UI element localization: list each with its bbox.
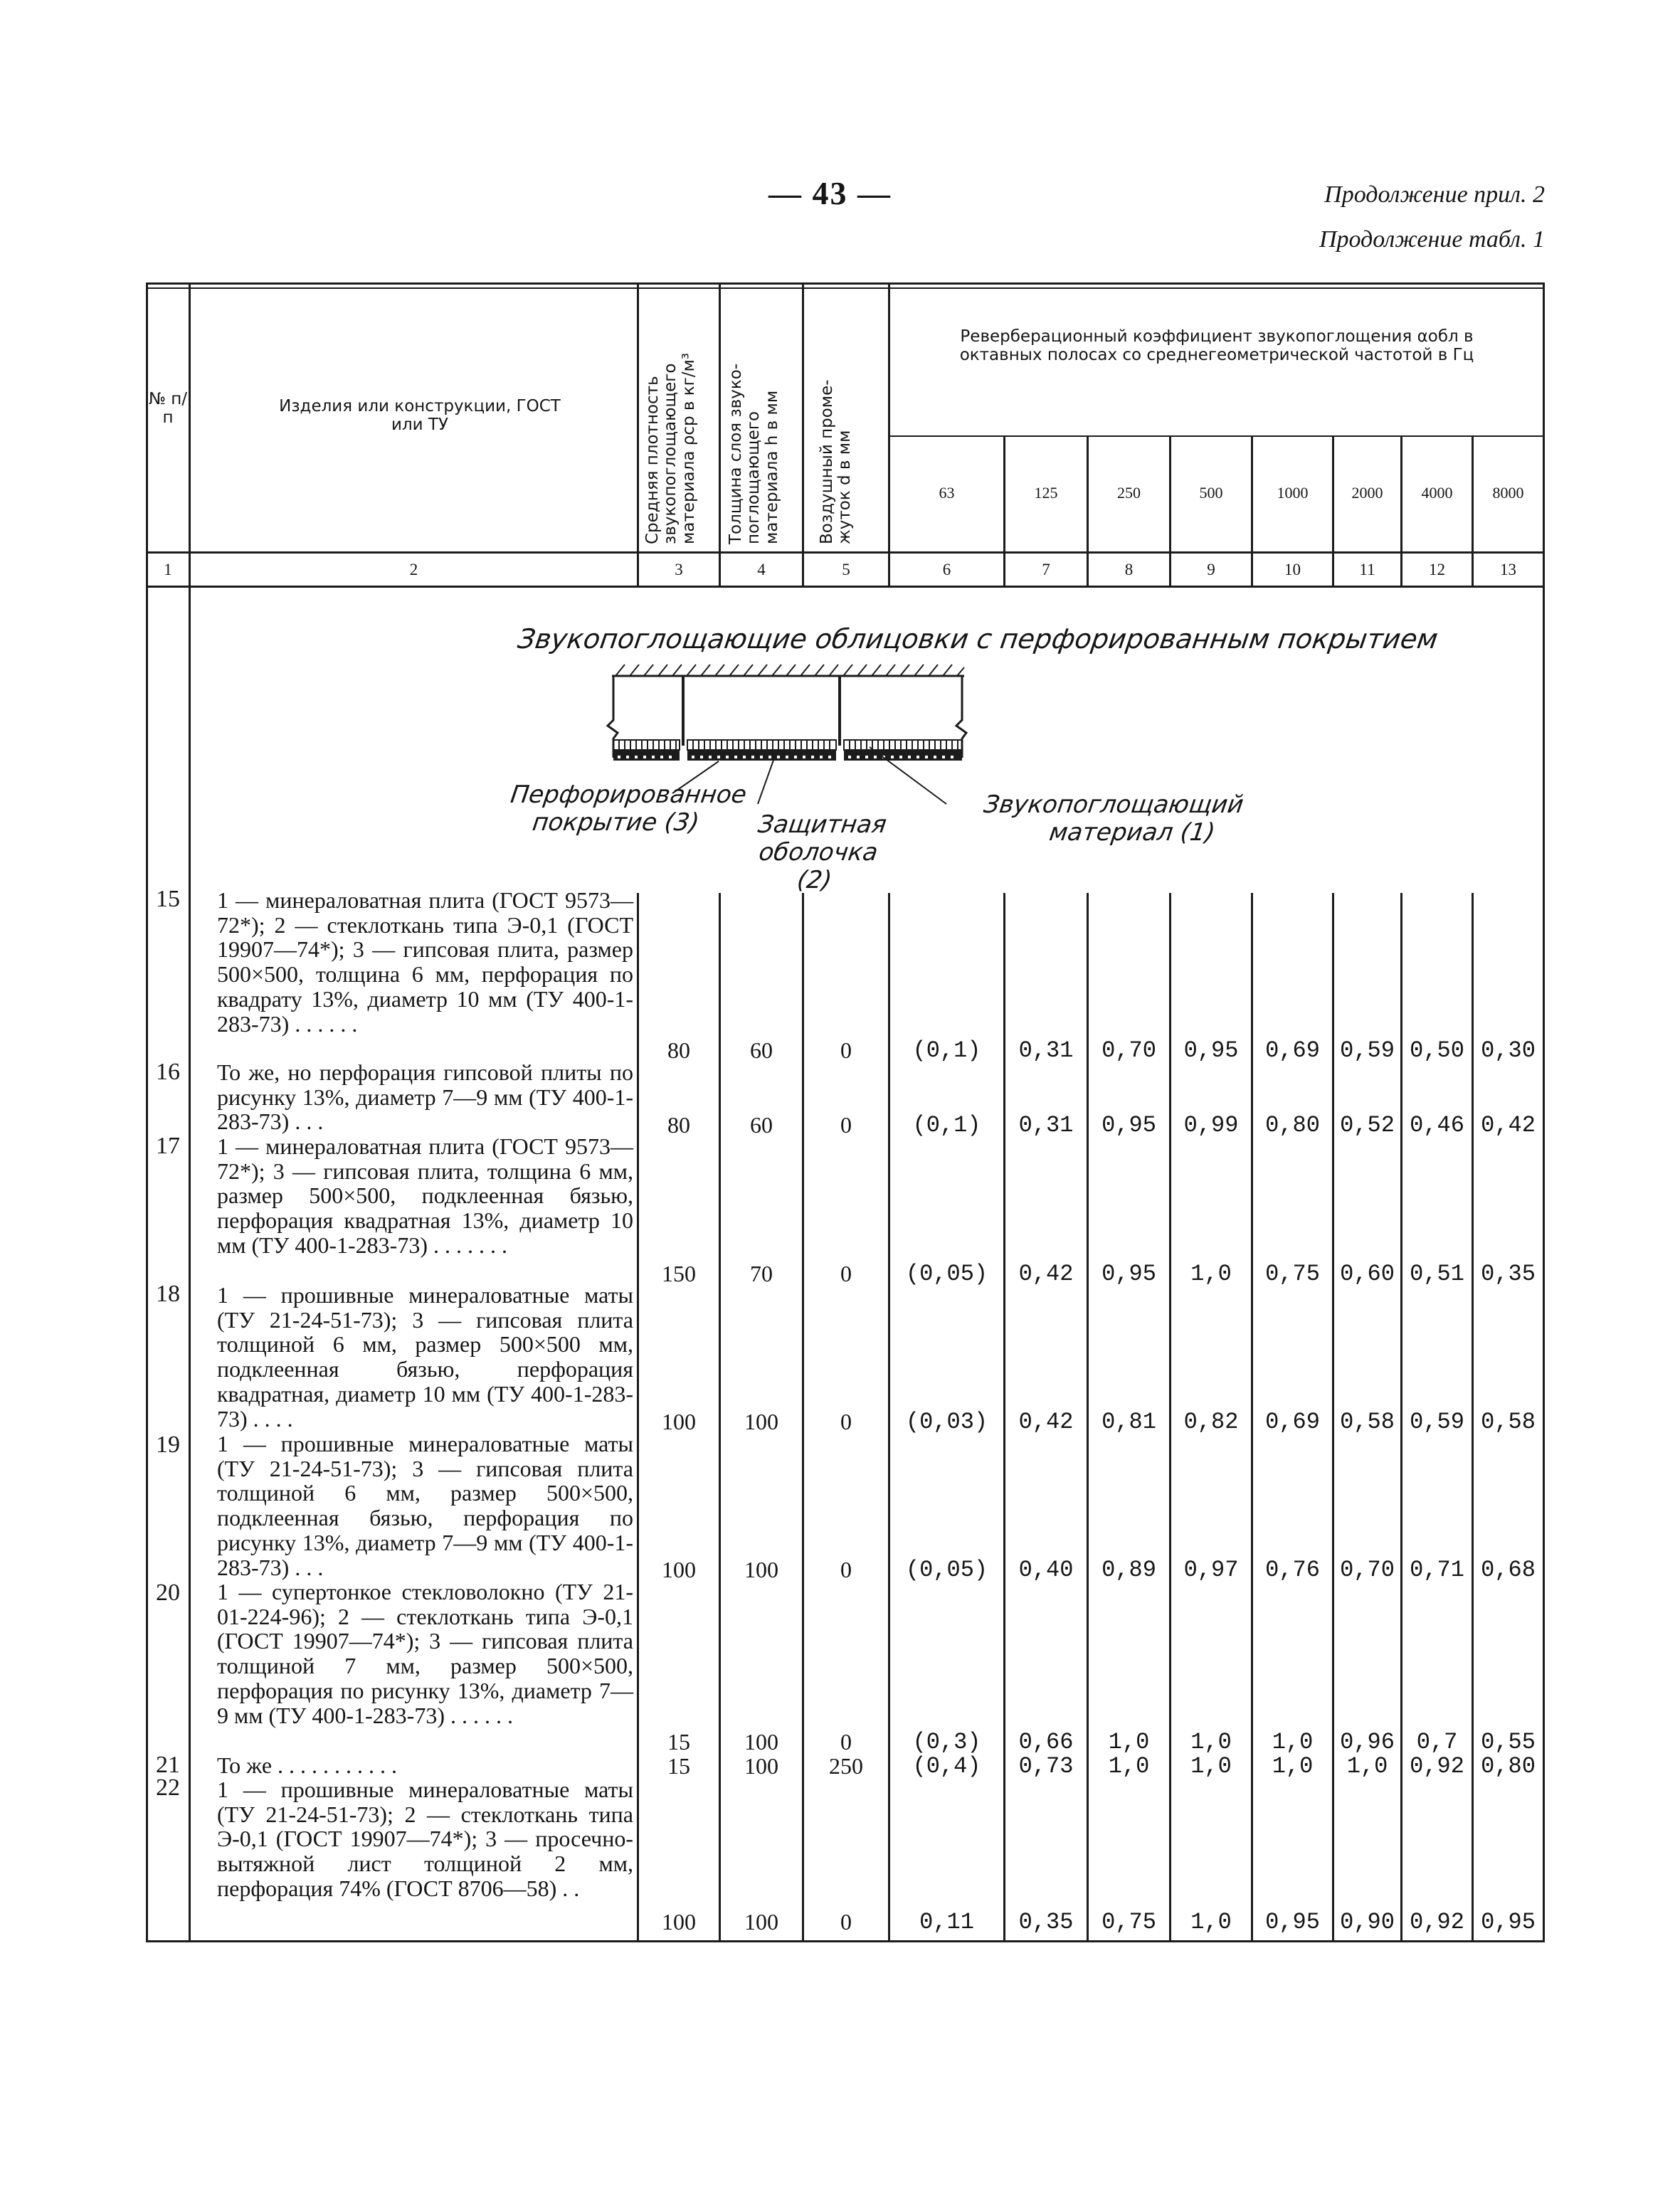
cell-f63: (0,03)	[905, 1409, 988, 1435]
cell-f8000: 0,42	[1481, 1112, 1536, 1138]
cell-f500: 0,99	[1183, 1112, 1239, 1138]
colnum-12: 12	[1429, 561, 1445, 578]
cell-density: 80	[667, 1037, 690, 1063]
colnum-10: 10	[1284, 561, 1301, 578]
cell-f500: 1,0	[1190, 1729, 1232, 1755]
freq-250: 250	[1117, 484, 1141, 502]
colnum-13: 13	[1500, 561, 1516, 578]
cell-f500: 0,82	[1183, 1409, 1239, 1435]
cell-thickness: 100	[744, 1729, 778, 1755]
freq-1000: 1000	[1277, 484, 1309, 502]
freq-4000: 4000	[1421, 484, 1453, 502]
cell-f63: (0,05)	[905, 1557, 988, 1583]
cell-gap: 0	[840, 1409, 852, 1434]
cell-gap: 0	[840, 1261, 852, 1286]
cell-f250: 0,70	[1101, 1037, 1156, 1064]
cell-density: 100	[662, 1557, 696, 1582]
cell-f500: 1,0	[1190, 1261, 1232, 1287]
cell-f8000: 0,35	[1481, 1261, 1536, 1287]
freq-500: 500	[1199, 484, 1223, 502]
row-description: То же . . . . . . . . . . .	[217, 1752, 398, 1778]
diagram-label-absorbing: Звукопоглощающий материал (1)	[982, 790, 1246, 847]
diagram-label-shell: Защитная оболочка (2)	[756, 810, 889, 895]
cell-density: 150	[662, 1261, 696, 1286]
freq-8000: 8000	[1492, 484, 1524, 502]
cell-f2000: 0,52	[1340, 1112, 1395, 1138]
cell-f4000: 0,92	[1410, 1753, 1464, 1779]
colnum-9: 9	[1207, 561, 1215, 578]
cell-f1000: 0,69	[1265, 1037, 1320, 1064]
freq-2000: 2000	[1351, 484, 1383, 502]
cell-thickness: 100	[744, 1557, 778, 1582]
cell-f500: 1,0	[1190, 1753, 1232, 1779]
colnum-3: 3	[675, 561, 683, 578]
colnum-11: 11	[1359, 561, 1375, 578]
cell-f1000: 0,76	[1265, 1557, 1320, 1583]
row-description: 1 — супертонкое стекловолокно (ТУ 21-01-224-96); 2 — стеклоткань типа Э-0,1 (ГОСТ 19907—74*); 3 — гипсовая плита толщиной 7 мм, размер 500×500, перфорация по рисунку 13%, диаметр 7—9 мм (ТУ 400-1-283-73) . . . . . .	[217, 1579, 633, 1728]
header-product: Изделия или конструкции, ГОСТ или ТУ	[279, 397, 561, 435]
cell-thickness: 60	[750, 1112, 773, 1138]
cell-f8000: 0,95	[1481, 1909, 1536, 1935]
cell-f2000: 0,58	[1340, 1409, 1395, 1435]
cell-f4000: 0,51	[1410, 1261, 1464, 1287]
diagram-label-perforated: Перфорированное покрытие (3)	[509, 781, 749, 837]
cell-f250: 1,0	[1108, 1729, 1150, 1755]
colnum-2: 2	[409, 561, 418, 578]
row-description: 1 — прошивные минераловатные маты (ТУ 21-24-51-73); 2 — стеклоткань типа Э-0,1 (ГОСТ 19907—74*); 3 — просечно-вытяжной лист толщиной 2 мм, перфорация 74% (ГОСТ 8706—58) . .	[217, 1777, 633, 1901]
cell-f63: (0,4)	[912, 1753, 981, 1779]
cell-density: 100	[662, 1409, 696, 1434]
header-thickness: Толщина слоя звуко- поглощающего материала h в мм	[727, 363, 781, 544]
cell-f1000: 0,75	[1265, 1261, 1320, 1287]
cell-gap: 0	[840, 1729, 852, 1755]
cell-f1000: 0,80	[1265, 1112, 1320, 1138]
cell-f500: 0,97	[1183, 1557, 1239, 1583]
cell-gap: 0	[840, 1909, 852, 1935]
cell-f250: 0,89	[1101, 1557, 1156, 1583]
row-number: 21	[156, 1752, 180, 1778]
freq-125: 125	[1034, 484, 1058, 502]
cell-f4000: 0,46	[1410, 1112, 1464, 1138]
cell-thickness: 100	[744, 1753, 778, 1779]
cell-f8000: 0,30	[1481, 1037, 1536, 1064]
freq-63: 63	[939, 484, 955, 502]
cell-f125: 0,42	[1018, 1409, 1074, 1435]
row-description: 1 — прошивные минераловатные маты (ТУ 21-24-51-73); 3 — гипсовая плита толщиной 6 мм, размер 500×500, подклеенная бязью, перфорация по рисунку 13%, диаметр 7—9 мм (ТУ 400-1-283-73) . . .	[217, 1431, 633, 1580]
colnum-8: 8	[1124, 561, 1134, 578]
header-num: № п/п	[148, 390, 188, 428]
cell-f63: (0,05)	[905, 1261, 988, 1287]
row-number: 19	[156, 1432, 180, 1458]
cell-f4000: 0,59	[1410, 1409, 1464, 1435]
row-number: 15	[156, 886, 180, 912]
cell-f125: 0,40	[1018, 1557, 1074, 1583]
cell-f1000: 1,0	[1272, 1729, 1314, 1755]
cell-f250: 0,95	[1101, 1112, 1156, 1138]
cell-density: 80	[667, 1112, 690, 1138]
colnum-7: 7	[1042, 561, 1050, 578]
cell-thickness: 60	[750, 1037, 773, 1063]
colnum-4: 4	[757, 561, 766, 578]
cell-f2000: 0,90	[1340, 1909, 1395, 1935]
cell-thickness: 100	[744, 1409, 778, 1434]
cell-f125: 0,31	[1018, 1037, 1074, 1064]
cell-f2000: 0,60	[1340, 1261, 1395, 1287]
cell-f8000: 0,80	[1481, 1753, 1536, 1779]
cell-f125: 0,35	[1018, 1909, 1074, 1935]
cell-f1000: 1,0	[1272, 1753, 1314, 1779]
cell-f125: 0,73	[1018, 1753, 1074, 1779]
cell-density: 100	[662, 1909, 696, 1935]
cell-gap: 250	[829, 1753, 863, 1779]
cell-f1000: 0,95	[1265, 1909, 1320, 1935]
cell-density: 15	[667, 1753, 690, 1779]
cell-f4000: 0,7	[1416, 1729, 1458, 1755]
cell-thickness: 70	[750, 1261, 773, 1286]
cell-gap: 0	[840, 1557, 852, 1582]
cell-f8000: 0,58	[1481, 1409, 1536, 1435]
row-description: 1 — прошивные минераловатные маты (ТУ 21-24-51-73); 3 — гипсовая плита толщиной 6 мм, размер 500×500 мм, подклеенная бязью, перфорация квадратная, диаметр 10 мм (ТУ 400-1-283-73) . . . .	[217, 1282, 633, 1432]
cell-f2000: 0,59	[1340, 1037, 1395, 1064]
cell-thickness: 100	[744, 1909, 778, 1935]
colnum-6: 6	[942, 561, 951, 578]
cell-f63: (0,1)	[912, 1112, 981, 1138]
row-number: 17	[156, 1133, 180, 1159]
cell-f1000: 0,69	[1265, 1409, 1320, 1435]
header-gap: Воздушный проме- жуток d в мм	[818, 379, 855, 544]
cell-f2000: 1,0	[1346, 1753, 1388, 1779]
continuation-table: Продолжение табл. 1	[1319, 226, 1545, 253]
cell-f250: 1,0	[1108, 1753, 1150, 1779]
cell-f500: 1,0	[1190, 1909, 1232, 1935]
cell-f250: 0,95	[1101, 1261, 1156, 1287]
row-description: 1 — минераловатная плита (ГОСТ 9573—72*); 3 — гипсовая плита, толщина 6 мм, размер 500×500, подклеенная бязью, перфорация квадратная 13%, диаметр 10 мм (ТУ 400-1-283-73) . . . . . . .	[217, 1133, 633, 1258]
cell-f4000: 0,71	[1410, 1557, 1464, 1583]
row-number: 22	[156, 1774, 180, 1801]
cell-f125: 0,42	[1018, 1261, 1074, 1287]
header-coef-group: Реверберационный коэффициент звукопоглощения αобл в октавных полосах со среднегеометрической частотой в Гц	[959, 327, 1474, 365]
cell-f8000: 0,68	[1481, 1557, 1536, 1583]
cell-f2000: 0,96	[1340, 1729, 1395, 1755]
cell-f125: 0,31	[1018, 1112, 1074, 1138]
cell-f4000: 0,92	[1410, 1909, 1464, 1935]
colnum-5: 5	[842, 561, 850, 578]
row-description: 1 — минераловатная плита (ГОСТ 9573—72*); 2 — стеклоткань типа Э-0,1 (ГОСТ 19907—74*); 3 — гипсовая плита, размер 500×500, толщина 6 мм, перфорация по квадрату 13%, диаметр 10 мм (ТУ 400-1-283-73) . . . . . .	[217, 887, 633, 1037]
row-number: 20	[156, 1580, 180, 1606]
row-number: 18	[156, 1281, 180, 1307]
continuation-appendix: Продолжение прил. 2	[1324, 181, 1545, 208]
cell-f63: 0,11	[919, 1909, 974, 1935]
cell-f250: 0,75	[1101, 1909, 1156, 1935]
section-title: Звукопоглощающие облицовки с перфорированным покрытием	[515, 623, 1440, 655]
page-number: — 43 —	[768, 175, 892, 211]
row-number: 16	[156, 1059, 180, 1085]
row-description: То же, но перфорация гипсовой плиты по рисунку 13%, диаметр 7—9 мм (ТУ 400-1-283-73) . . .	[217, 1059, 633, 1135]
cell-gap: 0	[840, 1037, 852, 1063]
header-density: Средняя плотность звукопоглощающего материала ρср в кг/м³	[643, 352, 698, 544]
cell-f4000: 0,50	[1410, 1037, 1464, 1064]
colnum-1: 1	[164, 561, 172, 578]
cell-gap: 0	[840, 1112, 852, 1138]
cell-density: 15	[667, 1729, 690, 1755]
cell-f125: 0,66	[1018, 1729, 1074, 1755]
cell-f8000: 0,55	[1481, 1729, 1536, 1755]
cell-f250: 0,81	[1101, 1409, 1156, 1435]
cell-f500: 0,95	[1183, 1037, 1239, 1064]
cell-f2000: 0,70	[1340, 1557, 1395, 1583]
cell-f63: (0,3)	[912, 1729, 981, 1755]
cell-f63: (0,1)	[912, 1037, 981, 1064]
